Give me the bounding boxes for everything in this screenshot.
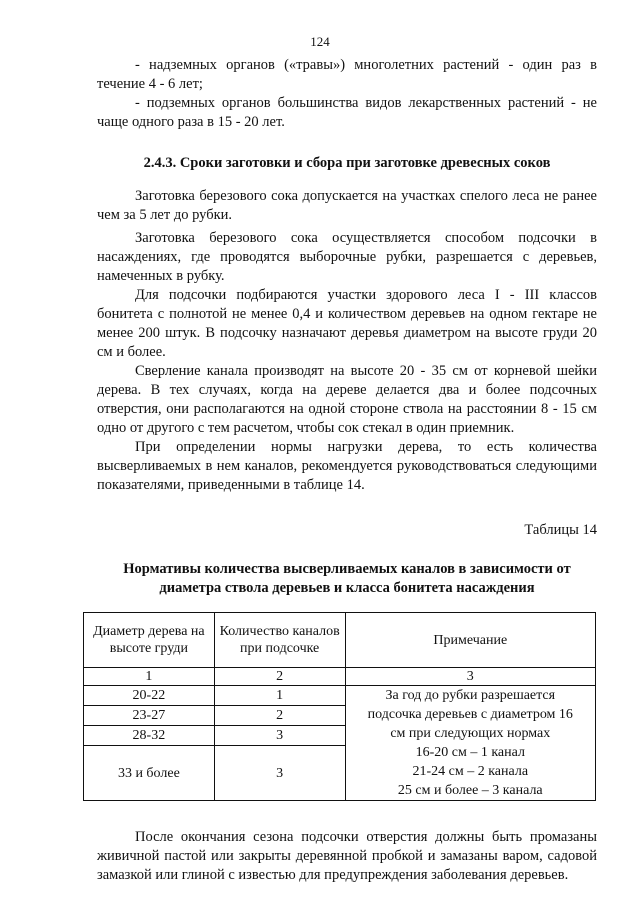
body-paragraph: Заготовка березового сока осуществляется способом подсочки в насаждениях, где проводятся выборочные рубки, разрешается с деревьев, намеченных в рубку. <box>97 230 597 284</box>
table-column-numbers-row <box>84 668 596 686</box>
cell-channels: 2 <box>214 706 345 726</box>
closing-paragraph: После окончания сезона подсочки отверстия должны быть промазаны живичной пастой или закрыты деревянной пробкой и замазаны варом, садовой замазкой или глиной с известью для предупреждения заболевания деревьев. <box>97 829 597 883</box>
header-channels: Количество каналов при подсочке <box>214 613 345 668</box>
header-note: Примечание <box>345 613 595 668</box>
note-line: 25 см и более – 3 канала <box>397 783 543 798</box>
column-number: 3 <box>345 668 595 686</box>
cell-channels: 3 <box>214 726 345 746</box>
body-paragraph: При определении нормы нагрузки дерева, то есть количества высверливаемых в нем каналов, рекомендуется руководствоваться следующими показателями, приведенными в таблице 14. <box>97 439 597 493</box>
cell-channels: 1 <box>214 686 345 706</box>
note-line: см при следующих нормах <box>390 726 551 741</box>
table-title: Нормативы количества высверливаемых каналов в зависимости от диаметра ствола деревьев и класса бонитета насаждения <box>123 561 571 596</box>
table-row <box>84 686 596 706</box>
cell-diameter: 20-22 <box>84 686 215 706</box>
column-number: 2 <box>214 668 345 686</box>
body-paragraph: Заготовка березового сока допускается на участках спелого леса не ранее чем за 5 лет до рубки. <box>97 188 597 223</box>
body-paragraph: Для подсочки подбираются участки здорового леса I - III классов бонитета с полнотой не менее 0,4 и количеством деревьев на одном гектаре не менее 200 штук. В подсочку назначают деревья диаметром на высоте груди 20 см и более. <box>97 287 597 360</box>
body-paragraph: Сверление канала производят на высоте 20 - 35 см от корневой шейки дерева. В тех случаях, когда на дереве делается два и более подсочных отверстия, они располагаются на одной стороне ствола на расстоянии 8 - 15 см одно от другого с тем расчетом, чтобы сок стекал в один приемник. <box>97 363 597 436</box>
table-header-row <box>84 613 596 668</box>
page-number: 124 <box>310 34 330 49</box>
column-number: 1 <box>84 668 215 686</box>
norms-table <box>83 612 596 801</box>
intro-paragraph: - подземных органов большинства видов лекарственных растений - не чаще одного раза в 15 - 20 лет. <box>97 95 597 130</box>
intro-paragraph: - надземных органов («травы») многолетних растений - один раз в течение 4 - 6 лет; <box>97 57 597 92</box>
header-diameter: Диаметр дерева на высоте груди <box>84 613 215 668</box>
cell-diameter: 23-27 <box>84 706 215 726</box>
note-line: 21-24 см – 2 канала <box>412 764 529 779</box>
document-body <box>93 56 597 885</box>
cell-diameter: 28-32 <box>84 726 215 746</box>
note-line: 16-20 см – 1 канал <box>415 745 525 760</box>
note-line: подсочка деревьев с диаметром 16 <box>367 707 573 722</box>
table-label: Таблицы 14 <box>524 522 597 538</box>
cell-diameter: 33 и более <box>84 746 215 801</box>
cell-note <box>345 686 595 801</box>
section-heading: 2.4.3. Сроки заготовки и сбора при заготовке древесных соков <box>143 155 551 171</box>
cell-channels: 3 <box>214 746 345 801</box>
note-line: За год до рубки разрешается <box>385 688 556 703</box>
